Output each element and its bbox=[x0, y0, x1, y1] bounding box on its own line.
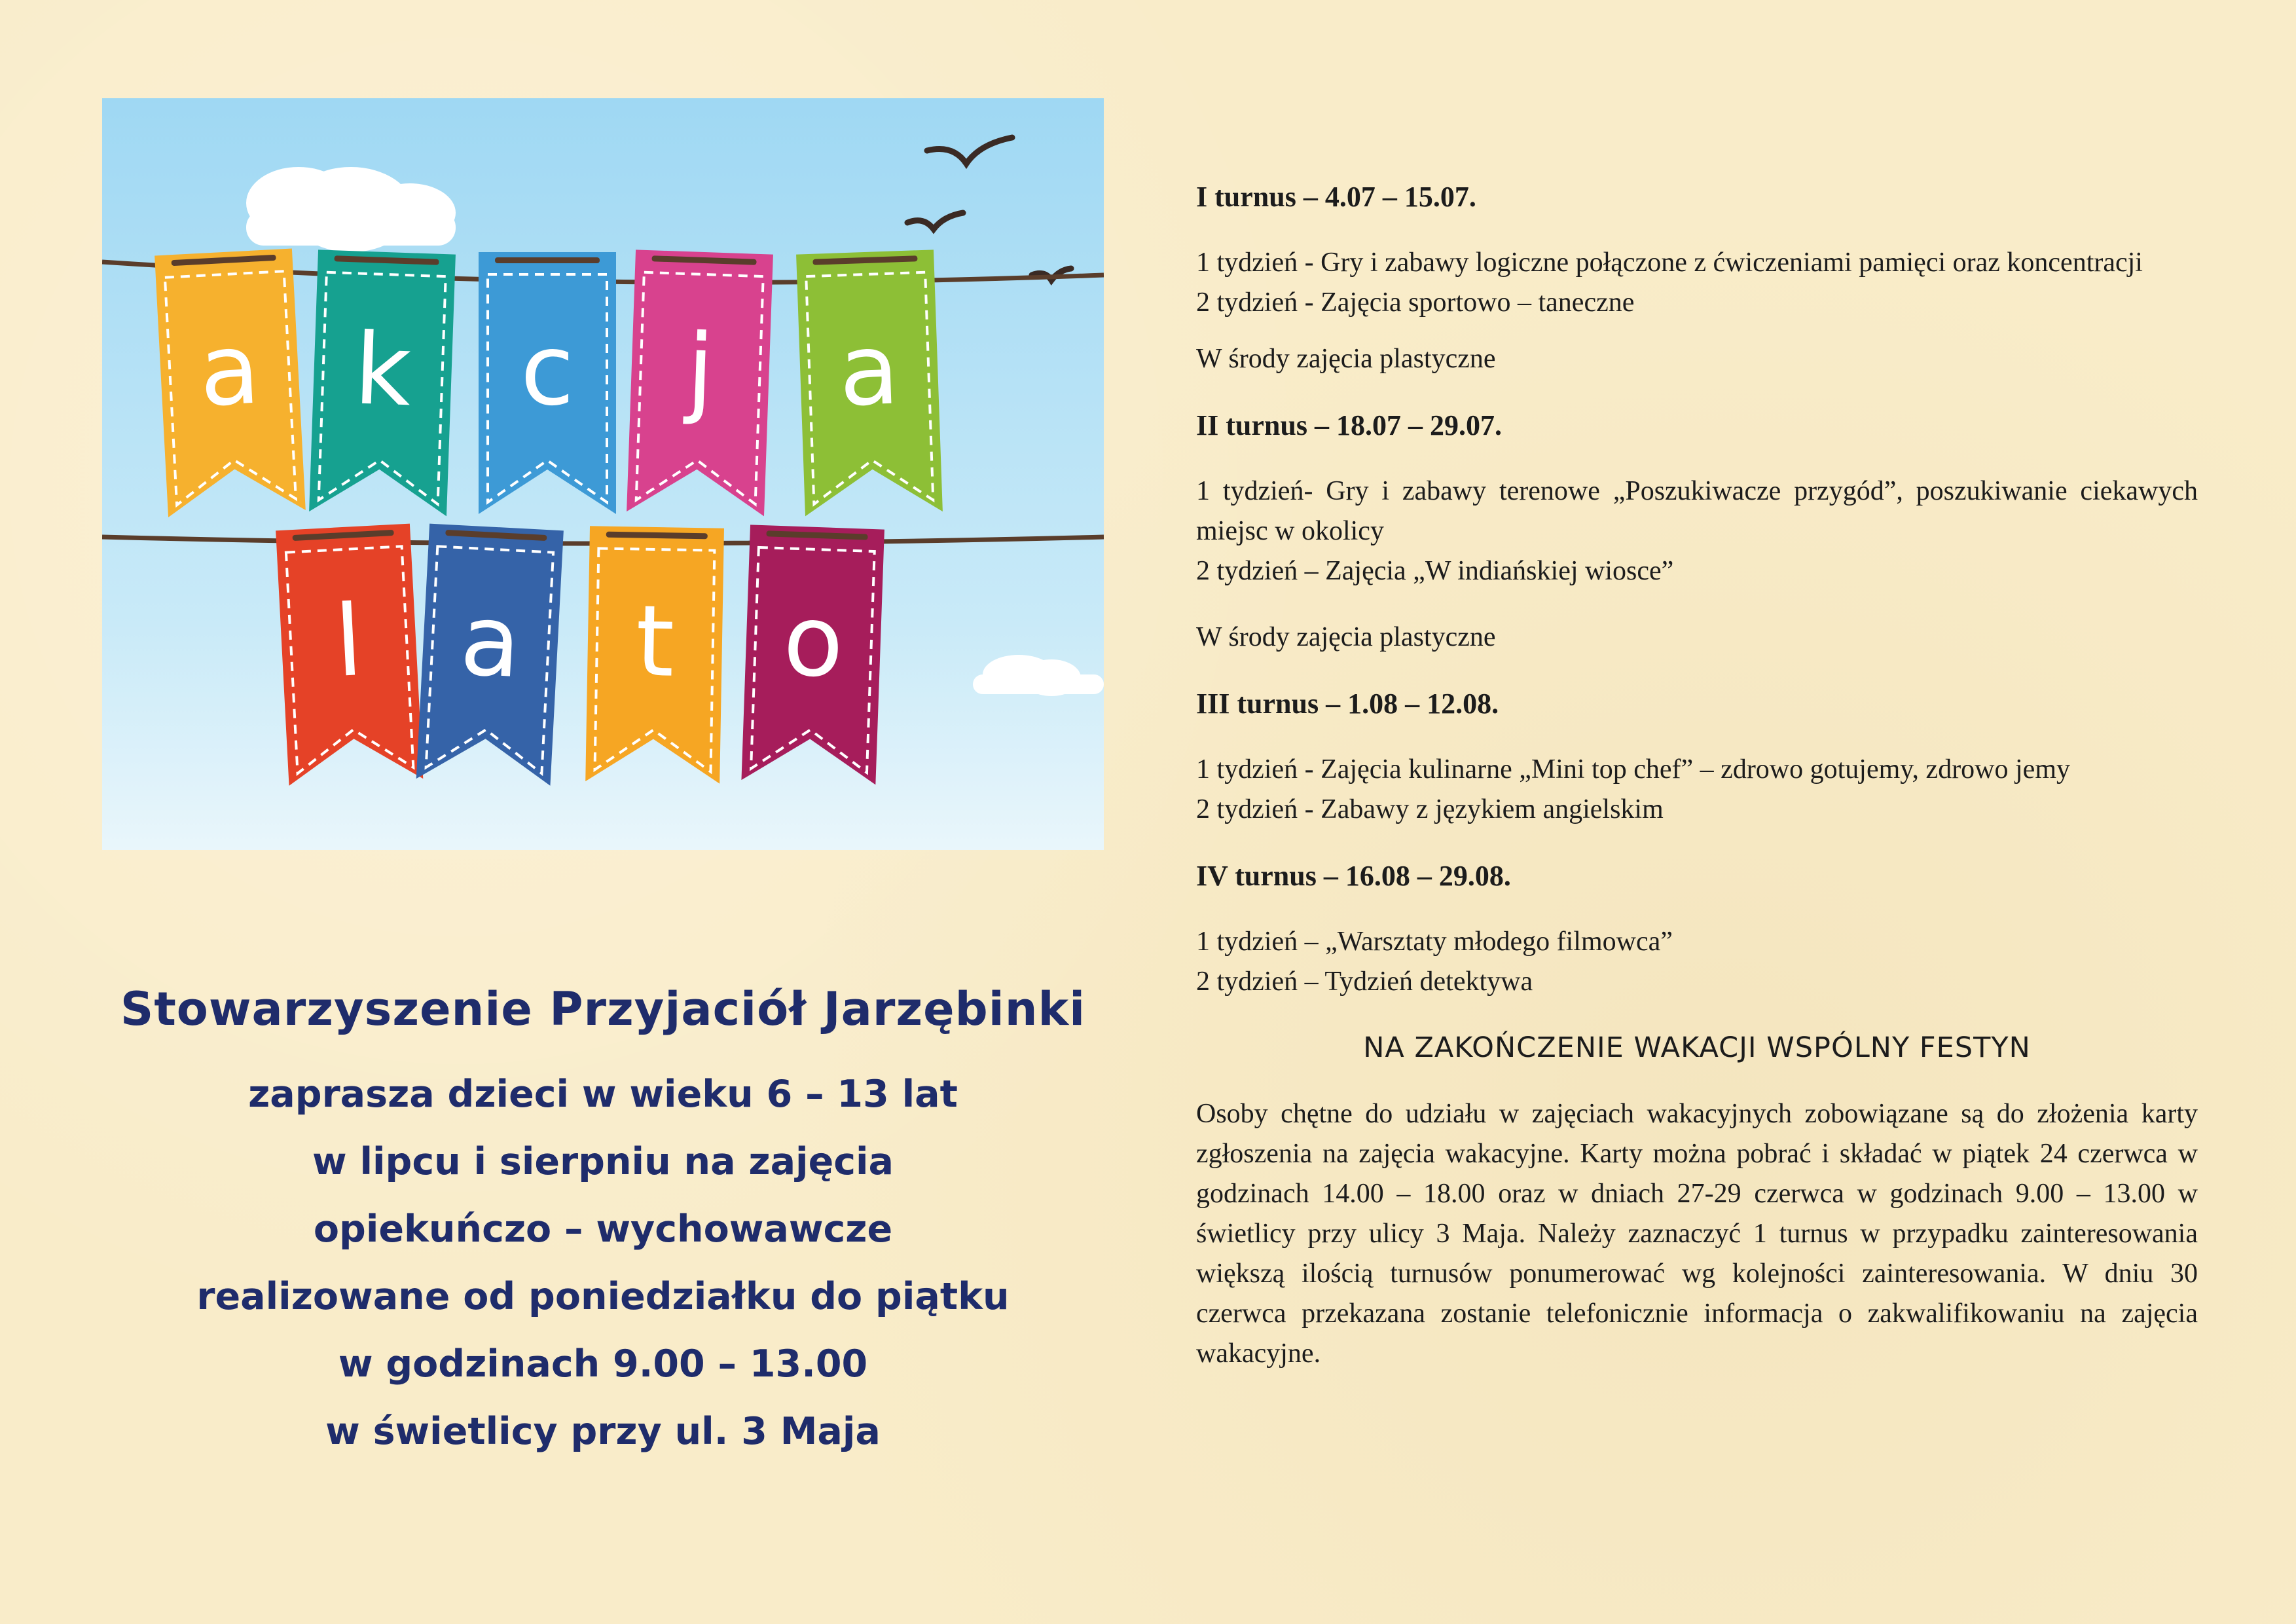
turnus-3-week-1: 1 tydzień - Zajęcia kulinarne „Mini top chef” – zdrowo gotujemy, zdrowo jemy bbox=[1196, 754, 2070, 784]
festival-announcement: NA ZAKOŃCZENIE WAKACJI WSPÓLNY FESTYN bbox=[1363, 1031, 2031, 1064]
turnus-2-heading: II turnus – 18.07 – 29.07. bbox=[1196, 409, 1502, 441]
turnus-1-week-1: 1 tydzień - Gry i zabawy logiczne połączone z ćwiczeniami pamięci oraz koncentracji bbox=[1196, 248, 2143, 278]
invitation-line: zaprasza dzieci w wieku 6 – 13 lat bbox=[248, 1073, 958, 1116]
banner-illustration bbox=[102, 98, 1104, 850]
invitation-line: w godzinach 9.00 – 13.00 bbox=[338, 1342, 868, 1386]
bottom-flag-letter: t bbox=[634, 584, 676, 699]
akcja-lato-banner bbox=[102, 98, 1104, 850]
top-flag-letter: j bbox=[684, 313, 716, 428]
invitation-line: w lipcu i sierpniu na zajęcia bbox=[312, 1140, 894, 1183]
schedule-column bbox=[1196, 177, 2198, 1374]
invitation-line: realizowane od poniedziałku do piątku bbox=[196, 1275, 1010, 1318]
turnus-3-week-2: 2 tydzień - Zabawy z językiem angielskim bbox=[1196, 794, 1664, 824]
top-flag-letter: k bbox=[352, 312, 414, 429]
turnus-1-week-2: 2 tydzień - Zajęcia sportowo – taneczne bbox=[1196, 287, 1635, 318]
turnus-4-week-1: 1 tydzień – „Warsztaty młodego filmowca” bbox=[1196, 927, 1673, 957]
top-flag-letter: a bbox=[837, 312, 902, 429]
turnus-3-heading: III turnus – 1.08 – 12.08. bbox=[1196, 688, 1499, 720]
turnus-1-note: W środy zajęcia plastyczne bbox=[1196, 344, 1496, 374]
bottom-flag-letter: a bbox=[457, 583, 524, 701]
bottom-flag-letter: o bbox=[781, 583, 846, 700]
invitation-line: opiekuńczo – wychowawcze bbox=[313, 1208, 893, 1251]
organization-title: Stowarzyszenie Przyjaciół Jarzębinki bbox=[120, 982, 1086, 1036]
invitation-line: w świetlicy przy ul. 3 Maja bbox=[325, 1410, 881, 1453]
turnus-4-heading: IV turnus – 16.08 – 29.08. bbox=[1196, 860, 1511, 892]
turnus-1-heading: I turnus – 4.07 – 15.07. bbox=[1196, 181, 1476, 213]
invitation-block bbox=[102, 982, 1104, 1466]
top-flag-letter: a bbox=[196, 312, 263, 430]
registration-info: Osoby chętne do udziału w zajęciach wakacyjnych zobowiązane są do złożenia karty zgłoszenia na zajęcia wakacyjne. Karty można pobrać i składać w piątek 24 czerwca w godzinach 14.00 – 18.00 oraz w dniach 27-29 czerwca w godzinach 9.00 – 13.00 w świetlicy przy ulicy 3 Maja. Należy zaznaczyć 1 turnus w przypadku zainteresowania większą ilością turnusów ponumerować wg kolejności zainteresowania. W dniu 30 czerwca przekazana zostanie telefonicznie informacja o zakwalifikowaniu na zajęcia wakacyjne. bbox=[1196, 1099, 2198, 1369]
turnus-2-week-2: 2 tydzień – Zajęcia „W indiańskiej wiosce” bbox=[1196, 556, 1674, 586]
turnus-2-note: W środy zajęcia plastyczne bbox=[1196, 622, 1496, 652]
bottom-flag-letter: l bbox=[332, 583, 366, 699]
top-flag-letter: c bbox=[520, 314, 575, 428]
turnus-4-week-2: 2 tydzień – Tydzień detektywa bbox=[1196, 967, 1533, 997]
turnus-2-week-1: 1 tydzień- Gry i zabawy terenowe „Poszukiwacze przygód”, poszukiwanie ciekawych miejsc w okolicy bbox=[1196, 476, 2198, 546]
